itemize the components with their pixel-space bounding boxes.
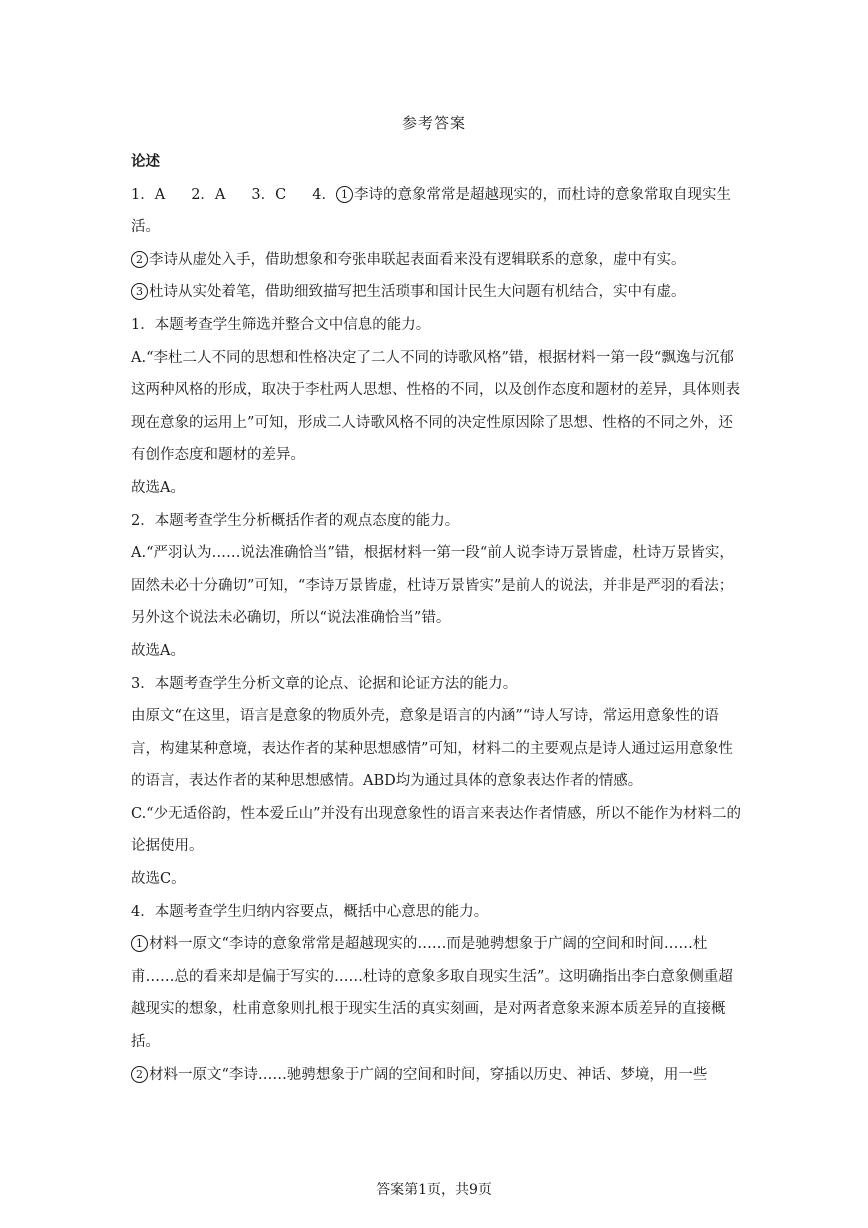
explanation-4-point-1 <box>131 928 743 1058</box>
answer-q4-point-b: 李诗从虚处入手，借助想象和夸张串联起表面看来没有逻辑联系的意象，虚中有实。 <box>149 251 686 268</box>
explanation-3-conclusion: 故选C。 <box>131 871 186 888</box>
explanation-2-conclusion: 故选A。 <box>131 642 185 659</box>
answer-key-line <box>131 179 743 244</box>
answer-q3: 3．C <box>251 186 287 203</box>
circled-number-icon: 1 <box>336 186 353 203</box>
explanation-3-body: 由原文“在这里，语言是意象的物质外壳，意象是语言的内涵”“诗人写诗，常运用意象性的语言，构建某种意境，表达作者的某种思想感情”可知，材料二的主要观点是诗人通过运用意象性的语言，表达作者的某种思想感情。ABD均为通过具体的意象表达作者的情感。 <box>131 708 733 790</box>
circled-number-icon: 2 <box>131 1066 148 1083</box>
circled-number-icon: 1 <box>131 935 148 952</box>
answer-q1: 1．A <box>131 186 166 203</box>
explanation-3-heading: 3．本题考查学生分析文章的论点、论据和论证方法的能力。 <box>131 675 518 692</box>
answer-q2: 2．A <box>191 186 226 203</box>
explanation-1-conclusion: 故选A。 <box>131 479 185 496</box>
answer-q4-point-a: 李诗的意象常常是超越现实的，而杜诗的意象常取自现实生活。 <box>131 186 731 236</box>
circled-number-icon: 3 <box>131 283 148 300</box>
explanation-4-point-2 <box>131 1059 743 1092</box>
explanation-2-heading: 2．本题考查学生分析概括作者的观点态度的能力。 <box>131 512 460 529</box>
answer-content <box>131 146 743 1091</box>
explanation-3-body-c: C.“少无适俗韵，性本爱丘山”并没有出现意象性的语言来表达作者情感，所以不能作为材料二的论据使用。 <box>131 805 742 855</box>
explanation-1-heading: 1．本题考查学生筛选并整合文中信息的能力。 <box>131 316 431 333</box>
answer-q4-prefix: 4． <box>312 186 336 203</box>
page-title: 参考答案 <box>401 114 466 132</box>
explanation-4-heading: 4．本题考查学生归纳内容要点，概括中心意思的能力。 <box>131 903 489 920</box>
explanation-4-point-2-text: 材料一原文“李诗……驰骋想象于广阔的空间和时间，穿插以历史、神话、梦境，用一些 <box>149 1066 708 1083</box>
answer-q4-point-c-line <box>131 276 743 309</box>
page-footer: 答案第1页，共9页 <box>376 1182 492 1198</box>
answer-q4-point-c: 杜诗从实处着笔，借助细致描写把生活琐事和国计民生大问题有机结合，实中有虚。 <box>149 284 686 301</box>
explanation-1-body: A.“李杜二人不同的思想和性格决定了二人不同的诗歌风格”错，根据材料一第一段“飘逸与沉郁这两种风格的形成，取决于李杜两人思想、性格的不同，以及创作态度和题材的差异，具体则表现在意象的运用上”可知，形成二人诗歌风格不同的决定性原因除了思想、性格的不同之外，还有创作态度和题材的差异。 <box>131 349 740 464</box>
section-heading: 论述 <box>131 153 160 170</box>
circled-number-icon: 2 <box>131 251 148 268</box>
answer-q4-point-b-line <box>131 244 743 277</box>
explanation-2-body: A.“严羽认为……说法准确恰当”错，根据材料一第一段“前人说李诗万景皆虚，杜诗万景皆实，固然未必十分确切”可知，“李诗万景皆虚，杜诗万景皆实”是前人的说法，并非是严羽的看法；另外这个说法未必确切，所以“说法准确恰当”错。 <box>131 545 734 627</box>
explanation-4-point-1-text: 材料一原文“李诗的意象常常是超越现实的……而是驰骋想象于广阔的空间和时间……杜甫……总的看来却是偏于写实的……杜诗的意象多取自现实生活”。这明确指出李白意象侧重超越现实的想象，杜甫意象则扎根于现实生活的真实刻画，是对两者意象来源本质差异的直接概括。 <box>131 936 733 1051</box>
